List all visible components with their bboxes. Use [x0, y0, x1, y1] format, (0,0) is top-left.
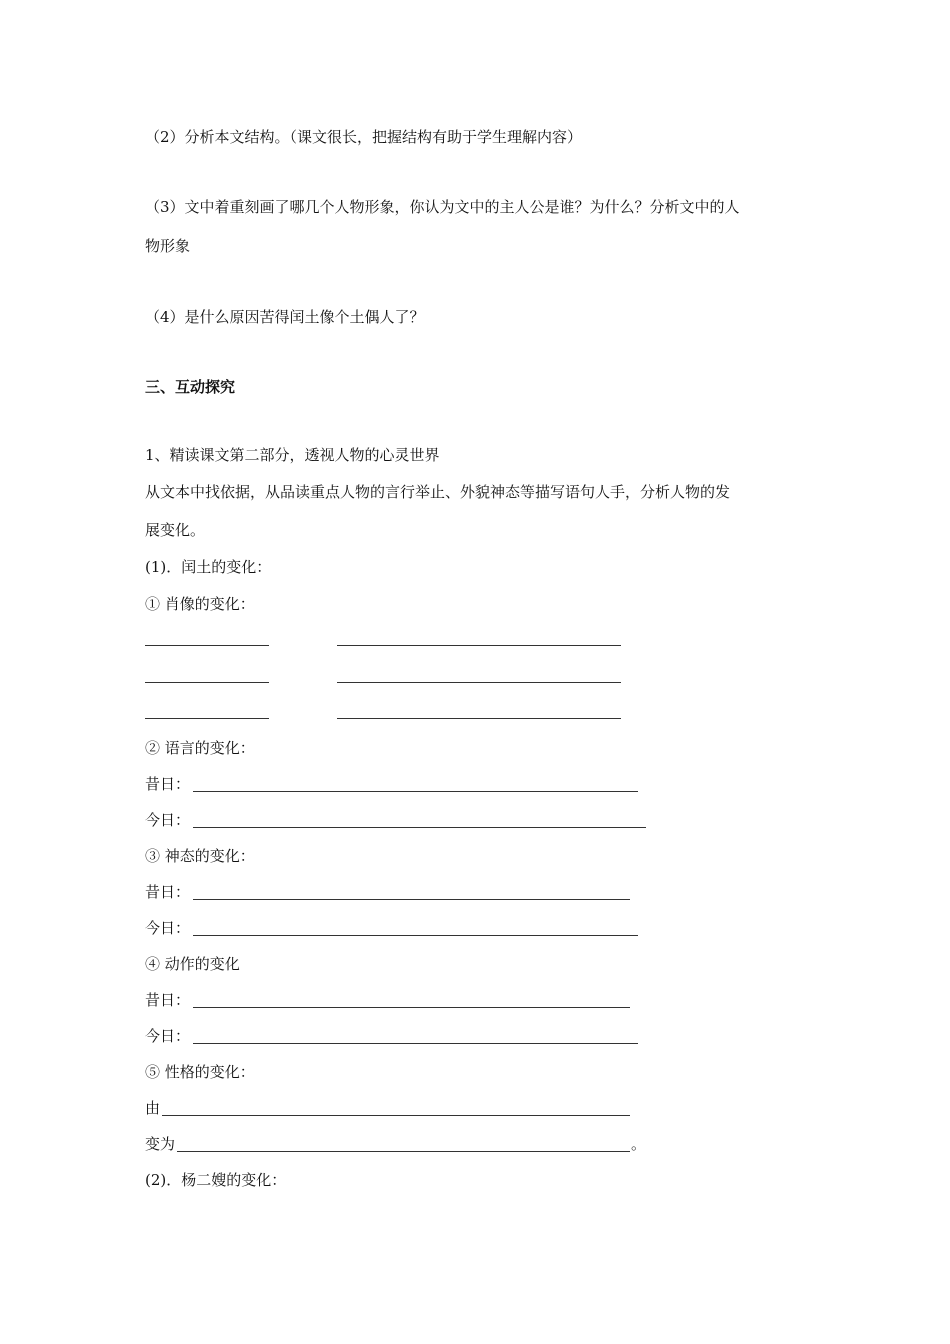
portrait-change-label: ① 肖像的变化：	[145, 595, 255, 613]
expression-change-label: ③ 神态的变化：	[145, 847, 255, 865]
action-past-blank[interactable]	[193, 1007, 630, 1008]
action-now-label: 今日：	[145, 1027, 191, 1045]
item-1-title: 1、精读课文第二部分，透视人物的心灵世界	[145, 446, 440, 464]
expression-past-blank[interactable]	[193, 899, 630, 900]
portrait-blank-long-1[interactable]	[337, 645, 621, 646]
item-1-desc-line-1: 从文本中找依据，从品读重点人物的言行举止、外貌神态等描写语句人手，分析人物的发	[145, 483, 731, 501]
character-become-blank[interactable]	[177, 1151, 630, 1152]
question-2: （2）分析本文结构。（课文很长，把握结构有助于学生理解内容）	[145, 128, 583, 146]
action-now-blank[interactable]	[193, 1043, 638, 1044]
portrait-blank-long-3[interactable]	[337, 718, 621, 719]
portrait-blank-long-2[interactable]	[337, 682, 621, 683]
runtu-change-heading: (1)．闰土的变化：	[145, 558, 272, 576]
language-past-label: 昔日：	[145, 775, 191, 793]
expression-now-blank[interactable]	[193, 935, 638, 936]
language-past-blank[interactable]	[193, 791, 638, 792]
portrait-blank-short-1[interactable]	[145, 645, 269, 646]
action-past-label: 昔日：	[145, 991, 191, 1009]
item-1-desc-line-2: 展变化。	[145, 521, 206, 539]
question-3-line-1: （3）文中着重刻画了哪几个人物形象，你认为文中的主人公是谁？为什么？分析文中的人	[145, 198, 740, 216]
portrait-blank-short-3[interactable]	[145, 718, 269, 719]
character-from-blank[interactable]	[162, 1115, 630, 1116]
action-change-label: ④ 动作的变化	[145, 955, 240, 973]
question-3-line-2: 物形象	[145, 237, 191, 255]
yang-ersao-change-heading: (2)．杨二嫂的变化：	[145, 1171, 287, 1189]
section-3-heading: 三、互动探究	[145, 378, 236, 396]
expression-now-label: 今日：	[145, 919, 191, 937]
portrait-blank-short-2[interactable]	[145, 682, 269, 683]
character-become-label: 变为	[145, 1135, 176, 1153]
expression-past-label: 昔日：	[145, 883, 191, 901]
character-period: 。	[631, 1135, 647, 1153]
language-now-blank[interactable]	[193, 827, 646, 828]
character-from-label: 由	[145, 1099, 161, 1117]
language-change-label: ② 语言的变化：	[145, 739, 255, 757]
question-4: （4）是什么原因苦得闰土像个土偶人了？	[145, 308, 425, 326]
character-change-label: ⑤ 性格的变化：	[145, 1063, 255, 1081]
language-now-label: 今日：	[145, 811, 191, 829]
